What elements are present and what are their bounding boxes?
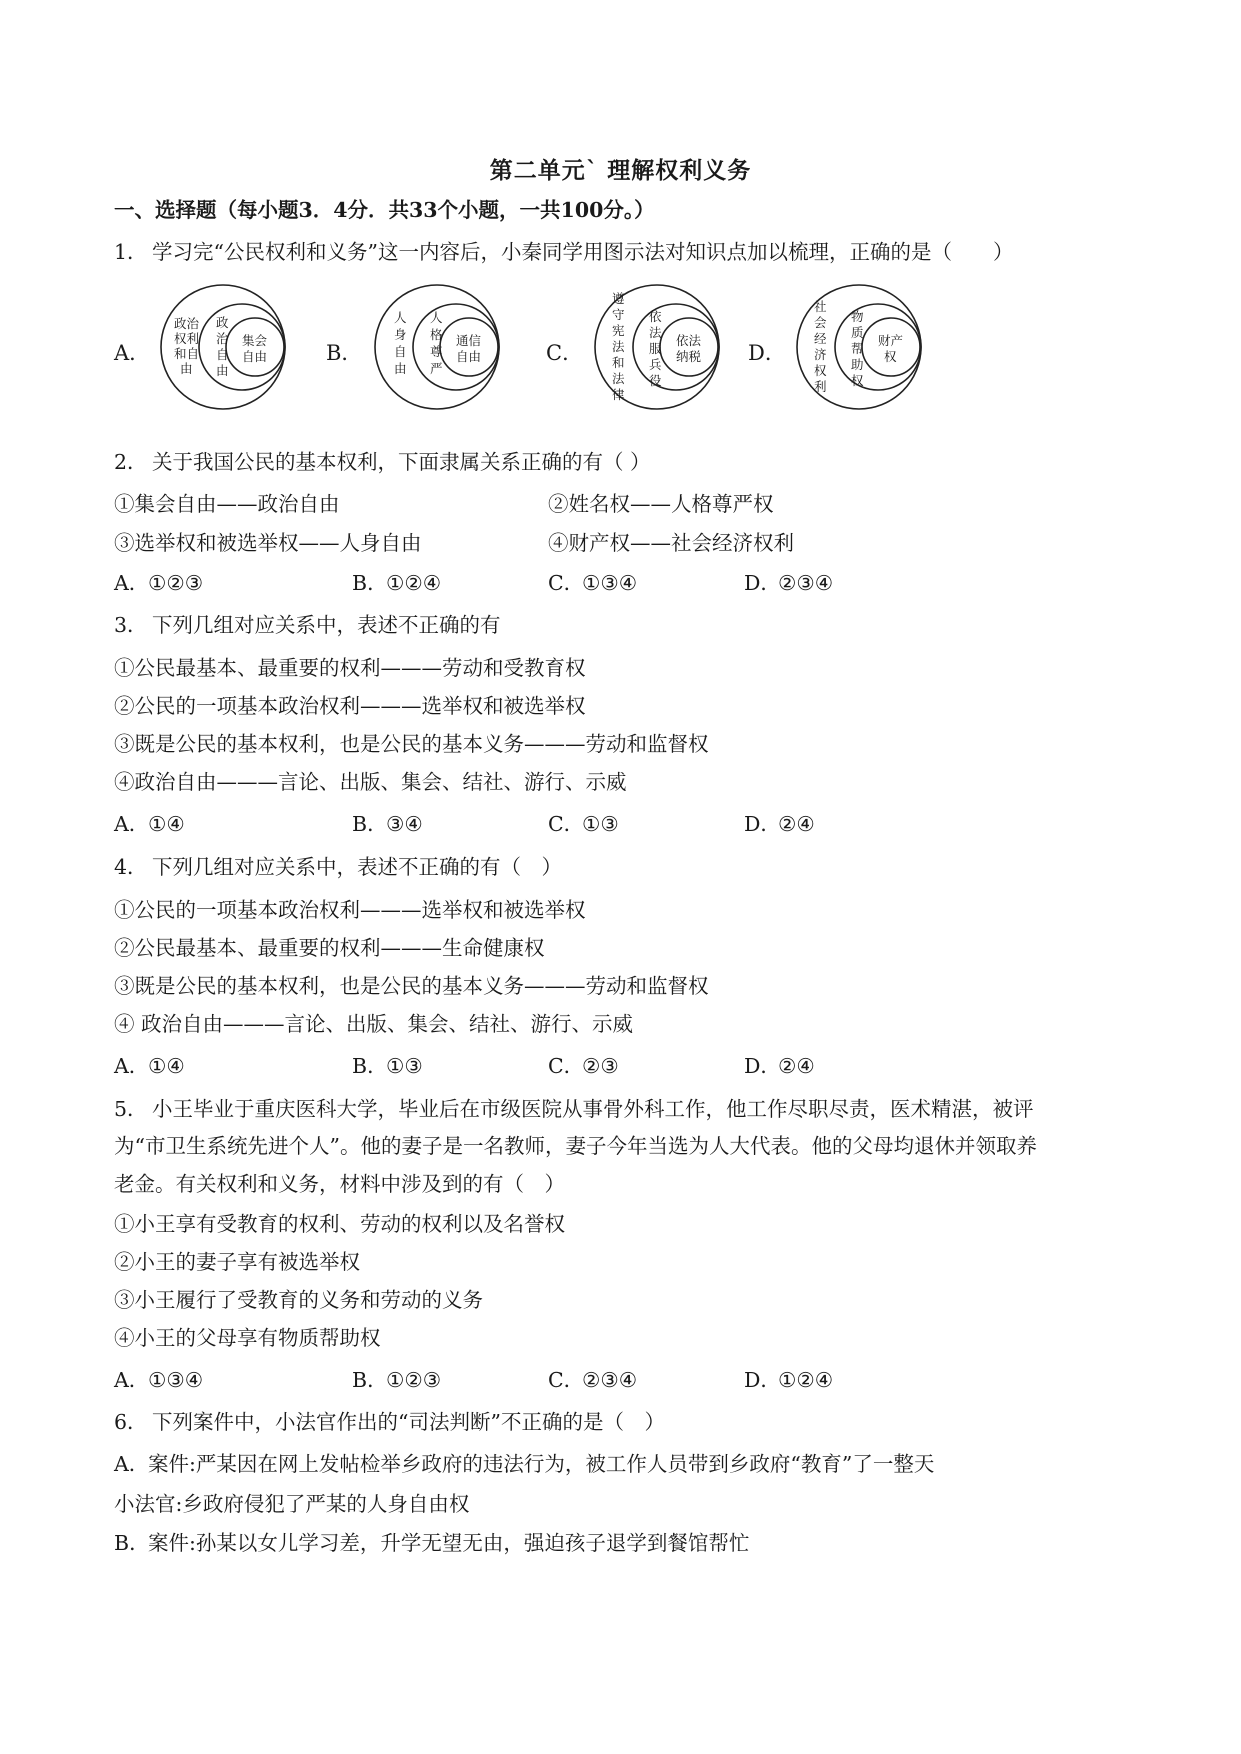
option-a-letter: A． [114,341,151,365]
svg-text:自: 自 [394,344,407,359]
middle-label [216,315,229,378]
question-text: 小王毕业于重庆医科大学，毕业后在市级医院从事骨外科工作，他工作尽职尽责，医术精湛，被评 [152,1097,1034,1121]
outer-label [612,291,625,402]
svg-text:服: 服 [649,341,662,356]
question-text: 学习完“公民权利和义务”这一内容后，小秦同学用图示法对知识点加以梳理，正确的是（ ） [152,240,1014,264]
svg-text:身: 身 [394,327,407,342]
option-c-letter: C． [546,341,584,365]
outer-label [814,299,827,394]
statement-item: ④小王的父母享有物质帮助权 [114,1326,381,1350]
svg-text:权: 权 [884,349,897,364]
svg-text:权: 权 [814,363,827,378]
svg-text:会: 会 [814,315,827,330]
statement-item: ③既是公民的基本权利，也是公民的基本义务———劳动和监督权 [114,974,709,998]
option-b-letter: B． [326,341,363,365]
svg-text:政: 政 [216,315,229,330]
question-number: 3． [114,613,148,637]
question-1-diagrams [114,275,974,425]
statement-item: ③既是公民的基本权利，也是公民的基本义务———劳动和监督权 [114,732,709,756]
svg-text:人: 人 [394,310,407,325]
answer-option-b[interactable]: B．案件:孙某以女儿学习差，升学无望无由，强迫孩子退学到餐馆帮忙 [114,1531,750,1555]
question-text: 下列案件中，小法官作出的“司法判断”不正确的是（ ） [152,1410,665,1434]
answer-option-b[interactable]: B．③④ [352,812,423,836]
question-text-continued: 老金。有关权利和义务，材料中涉及到的有（ ） [114,1172,565,1196]
statement-item: ①公民的一项基本政治权利———选举权和被选举权 [114,898,586,922]
outer-label [174,316,200,376]
option-b-venn-diagram[interactable] [372,277,502,421]
option-d-letter: D． [748,341,786,365]
question-number: 5． [114,1097,148,1121]
answer-option-c[interactable]: C．②③ [548,1054,619,1078]
answer-option-d[interactable]: D．②④ [744,1054,815,1078]
question-4-stem [114,853,562,881]
svg-text:财产: 财产 [878,333,904,348]
svg-text:和自: 和自 [174,346,200,361]
svg-text:质: 质 [851,325,864,340]
svg-text:利: 利 [814,379,827,394]
svg-text:权: 权 [851,373,864,388]
statement-item: ④ 政治自由———言论、出版、集会、结社、游行、示威 [114,1012,634,1036]
svg-text:法: 法 [612,339,625,354]
middle-label [649,309,662,388]
svg-text:助: 助 [851,357,864,372]
svg-text:宪: 宪 [612,323,625,338]
inner-label [878,333,903,364]
statement-item: ①集会自由——政治自由 [114,492,340,516]
svg-text:帮: 帮 [851,341,864,356]
middle-label [851,309,864,388]
statement-item: ④财产权——社会经济权利 [548,531,794,555]
svg-text:自由: 自由 [456,349,482,364]
outer-label [394,310,407,376]
svg-text:尊: 尊 [430,344,443,359]
statement-item: ③小王履行了受教育的义务和劳动的义务 [114,1288,483,1312]
svg-text:守: 守 [612,307,625,322]
answer-option-a[interactable]: A．①④ [114,1054,185,1078]
svg-text:集会: 集会 [242,333,268,348]
svg-text:由: 由 [180,361,193,376]
question-number: 6． [114,1410,148,1434]
answer-option-d[interactable]: D．②④ [744,812,815,836]
section-heading: 一、选择题（每小题3．4分．共33个小题，一共100分。） [114,198,655,222]
answer-option-d[interactable]: D．①②④ [744,1368,834,1392]
svg-text:由: 由 [394,361,407,376]
question-number: 1． [114,240,148,264]
svg-text:法: 法 [612,371,625,386]
question-number: 2． [114,450,148,474]
svg-text:自由: 自由 [242,349,268,364]
answer-option-a[interactable]: A．案件:严某因在网上发帖检举乡政府的违法行为，被工作人员带到乡政府“教育”了一整天 [114,1452,935,1476]
statement-item: ②姓名权——人格尊严权 [548,492,774,516]
answer-option-d[interactable]: D．②③④ [744,571,834,595]
answer-option-b[interactable]: B．①②③ [352,1368,442,1392]
statement-item: ①小王享有受教育的权利、劳动的权利以及名誉权 [114,1212,565,1236]
answer-option-a[interactable]: A．①②③ [114,571,204,595]
question-text: 下列几组对应关系中，表述不正确的有 [152,613,501,637]
svg-text:治: 治 [216,331,229,346]
svg-text:法: 法 [649,325,662,340]
statement-item: ②公民最基本、最重要的权利———生命健康权 [114,936,545,960]
answer-option-c[interactable]: C．①③④ [548,571,638,595]
option-a-venn-diagram[interactable] [158,277,288,421]
answer-option-c[interactable]: C．①③ [548,812,619,836]
svg-text:格: 格 [430,327,443,342]
inner-label [676,333,702,364]
question-2-stem [114,448,651,476]
question-number: 4． [114,855,148,879]
svg-text:遵: 遵 [612,291,625,306]
answer-option-a[interactable]: A．①④ [114,812,185,836]
svg-text:役: 役 [649,373,662,388]
statement-item: ②小王的妻子享有被选举权 [114,1250,360,1274]
page-title: 第二单元` 理解权利义务 [489,157,752,184]
svg-text:由: 由 [216,363,229,378]
svg-text:严: 严 [430,361,443,376]
inner-label [242,333,268,364]
statement-item: ④政治自由———言论、出版、集会、结社、游行、示威 [114,770,627,794]
question-text-continued: 为“市卫生系统先进个人”。他的妻子是一名教师，妻子今年当选为人大代表。他的父母均退休并领取养 [114,1134,1037,1158]
svg-text:依法: 依法 [676,333,702,348]
judge-statement: 小法官:乡政府侵犯了严某的人身自由权 [114,1492,470,1516]
svg-text:兵: 兵 [649,357,662,372]
svg-text:自: 自 [216,347,229,362]
svg-text:济: 济 [814,347,827,362]
svg-text:经: 经 [814,331,827,346]
svg-text:和: 和 [612,355,625,370]
question-1-stem [114,238,1013,266]
svg-text:政治: 政治 [174,316,200,331]
inner-label [456,333,482,364]
svg-text:社: 社 [814,299,827,314]
question-text: 下列几组对应关系中，表述不正确的有（ ） [152,855,562,879]
answer-option-b[interactable]: B．①③ [352,1054,423,1078]
question-5-stem [114,1095,1034,1123]
svg-text:人: 人 [430,310,443,325]
option-d-venn-diagram[interactable] [794,277,924,421]
statement-item: ①公民最基本、最重要的权利———劳动和受教育权 [114,656,586,680]
svg-text:物: 物 [851,309,864,324]
answer-option-b[interactable]: B．①②④ [352,571,442,595]
svg-text:权利: 权利 [174,331,200,346]
question-3-stem [114,611,501,639]
svg-text:律: 律 [612,387,625,402]
option-c-venn-diagram[interactable] [592,277,722,421]
statement-item: ③选举权和被选举权——人身自由 [114,531,422,555]
svg-text:依: 依 [649,309,662,324]
answer-option-c[interactable]: C．②③④ [548,1368,638,1392]
svg-text:纳税: 纳税 [676,349,702,364]
question-text: 关于我国公民的基本权利，下面隶属关系正确的有（ ） [152,450,651,474]
question-6-stem [114,1408,665,1436]
statement-item: ②公民的一项基本政治权利———选举权和被选举权 [114,694,586,718]
answer-option-a[interactable]: A．①③④ [114,1368,204,1392]
svg-text:通信: 通信 [456,333,482,348]
